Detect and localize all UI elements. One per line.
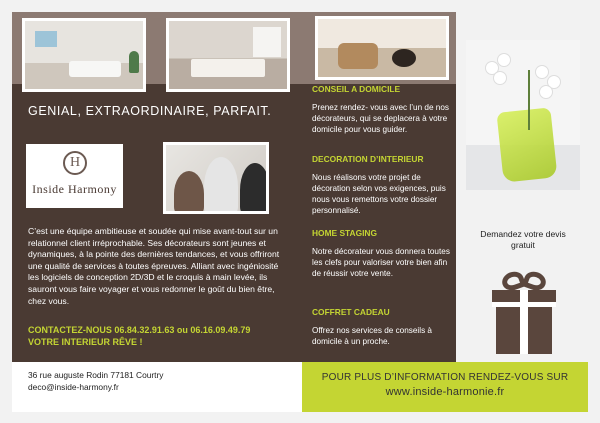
service-text: Offrez nos services de conseils à domicile à un proche. xyxy=(312,326,432,346)
contact-phones: CONTACTEZ-NOUS 06.84.32.91.63 ou 06.16.09.49.79 xyxy=(28,325,251,335)
service-decoration xyxy=(312,154,452,216)
orchid-flower xyxy=(536,66,548,78)
window-shape xyxy=(253,27,281,57)
address-line: 36 rue auguste Rodin 77181 Courtry xyxy=(28,370,164,380)
service-title: DECORATION D’INTERIEUR xyxy=(312,154,424,164)
service-home-staging xyxy=(312,228,452,279)
contact-slogan: VOTRE INTERIEUR RÊVE ! xyxy=(28,337,143,347)
address-block xyxy=(28,370,164,393)
service-title: CONSEIL A DOMICILE xyxy=(312,84,401,94)
email-link[interactable]: deco@inside-harmony.fr xyxy=(28,381,119,392)
orchid-flower xyxy=(494,72,506,84)
chair-shape xyxy=(338,43,378,69)
info-line: POUR PLUS D’INFORMATION RENDEZ-VOUS SUR xyxy=(321,372,569,383)
gift-ribbon-horizontal xyxy=(492,302,556,307)
stem-shape xyxy=(528,70,530,130)
wall-art xyxy=(35,31,57,47)
service-text: Prenez rendez- vous avec l’un de nos décorateurs, qui se deplacera à votre domicile pour vous guider. xyxy=(312,103,449,134)
orchid-flower xyxy=(498,54,510,66)
tagline: GENIAL, EXTRAORDINAIRE, PARFAIT. xyxy=(28,104,272,118)
devis-callout xyxy=(466,229,580,251)
gift-ribbon-vertical xyxy=(520,290,528,354)
client-meeting-photo xyxy=(163,142,269,214)
bed-shape xyxy=(191,59,265,77)
service-text: Notre décorateur vous donnera toutes les clefs pour valoriser votre bien afin de réussir votre vente. xyxy=(312,247,450,278)
logo xyxy=(26,144,123,208)
orchid-vase-photo xyxy=(466,40,580,190)
website-link[interactable]: www.inside-harmonie.fr xyxy=(385,386,505,398)
gift-box-icon xyxy=(490,268,558,354)
vase-shape xyxy=(496,107,557,182)
service-title: HOME STAGING xyxy=(312,228,377,238)
contact-block xyxy=(28,324,290,348)
logo-monogram: H xyxy=(63,151,87,175)
orchid-flower xyxy=(540,86,552,98)
logo-name: Inside Harmony xyxy=(32,182,117,196)
service-text: Nous réalisons votre projet de décoration selon vos exigences, puis nous vous remettons votre dossier personnalisé. xyxy=(312,173,446,215)
service-title: COFFRET CADEAU xyxy=(312,307,390,317)
living-room-photo xyxy=(22,18,146,92)
info-block xyxy=(302,371,588,399)
service-coffret xyxy=(312,307,452,347)
orchid-flower xyxy=(548,76,560,88)
service-conseil xyxy=(312,84,452,135)
about-text: C’est une équipe ambitieuse et soudée qui mise avant-tout sur un relationnel client irréprochable. Ses décorateurs sont jeunes et dynamiques, à la pointe des dernières tendances, et vous offriront une qualité de services à toutes épreuves. Alliant avec ingéniosité les logiciels de conception 2D/3D et le croquis à main levée, ils sauront vous faire voyager et vous redonner le goût du bien être, chez vous. xyxy=(28,226,280,306)
devis-line-1: Demandez votre devis xyxy=(480,229,566,239)
sofa-shape xyxy=(69,61,121,77)
plant-shape xyxy=(129,51,139,73)
devis-line-2: gratuit xyxy=(511,240,535,250)
person-shape xyxy=(240,163,269,214)
person-shape xyxy=(174,171,204,214)
basket-shape xyxy=(392,49,416,67)
lounge-chair-photo xyxy=(315,16,449,80)
bedroom-photo xyxy=(166,18,290,92)
person-shape xyxy=(204,157,238,214)
